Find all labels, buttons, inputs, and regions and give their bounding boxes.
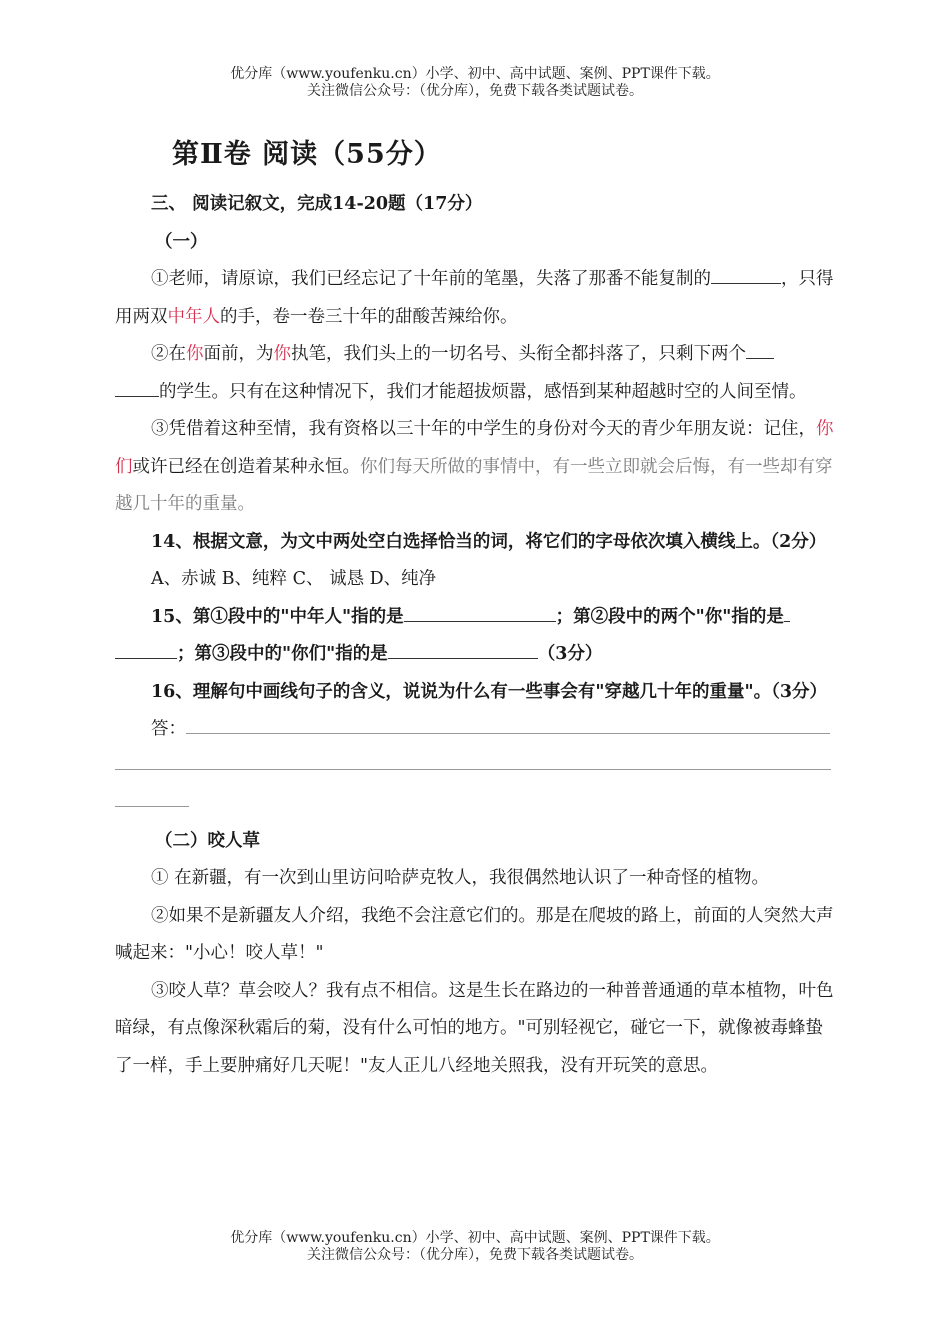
answer-blank-15b[interactable] [784,603,790,622]
paragraph-3: ③凭借着这种至情，我有资格以三十年的中学生的身份对今天的青少年朋友说：记住，你们或许已经在创造着某种永恒。你们每天所做的事情中，有一些立即就会后悔，有一些却有穿越几十年的重量。 [115,419,834,514]
question-16: 16、理解句中画线句子的含义，说说为什么有一些事会有"穿越几十年的重量"。（3分） [151,681,828,702]
header-line-2: 关注微信公众号：（优分库），免费下载各类试题试卷。 [307,83,643,99]
page-footer [0,1230,950,1264]
part2-label: （二）咬人草 [155,830,260,851]
question-14-options: A、赤诚 B、纯粹 C、 诚恳 D、纯净 [151,569,437,589]
highlight-you-plural: 你们 [115,419,834,477]
reading-content [115,186,835,1085]
highlight-middle-aged: 中年人 [167,306,220,327]
question-14: 14、根据文意，为文中两处空白选择恰当的词，将它们的字母依次填入横线上。（2分） [151,531,827,552]
passage2-paragraph-1: ① 在新疆，有一次到山里访问哈萨克牧人，我很偶然地认识了一种奇怪的植物。 [151,868,770,888]
section-heading: 三、 阅读记叙文，完成14-20题（17分） [151,194,483,214]
answer-line-1[interactable] [186,716,830,735]
footer-line-1: 优分库（www.youfenku.cn）小学、初中、高中试题、案例、PPT课件下载。 [230,1230,720,1246]
answer-16-row [115,711,835,749]
section-title: 第Ⅱ卷 阅读（55分） [172,139,442,170]
blank-2-cont [115,378,159,397]
answer-line-2[interactable] [115,769,831,770]
answer-line-3-row [115,786,835,823]
passage2-paragraph-2: ②如果不是新疆友人介绍，我绝不会注意它们的。那是在爬坡的路上，前面的人突然大声喊起来："小心！咬人草！" [115,905,834,963]
answer-line-2-row [115,749,835,786]
answer-blank-15b-cont[interactable] [115,641,177,660]
underlined-sentence: 你们每天所做的事情中，有一些立即就会后悔，有一些却有穿越几十年的重量。 [115,456,833,514]
paragraph-2: ②在你面前，为你执笔，我们头上的一切名号、头衔全都抖落了，只剩下两个 的学生。只有在这种情况下，我们才能超拔烦嚣，感悟到某种超越时空的人间至情。 [115,336,835,411]
answer-blank-15c[interactable] [388,641,538,660]
passage2-paragraph-3: ③咬人草？草会咬人？我有点不相信。这是生长在路边的一种普普通通的草本植物，叶色暗绿，有点像深秋霜后的菊，没有什么可怕的地方。"可别轻视它，碰它一下，就像被毒蜂蛰了一样，手上要肿痛好几天呢！"友人正儿八经地关照我，没有开玩笑的意思。 [115,980,834,1076]
page-header [0,66,950,100]
highlight-you-1: 你 [186,344,204,364]
blank-1-cont [773,266,781,285]
footer-line-2: 关注微信公众号：（优分库），免费下载各类试题试卷。 [307,1247,643,1263]
part1-label: （一） [155,231,208,252]
blank-2 [746,341,774,360]
header-line-1: 优分库（www.youfenku.cn）小学、初中、高中试题、案例、PPT课件下载。 [230,66,720,82]
answer-label: 答： [151,719,186,739]
answer-blank-15a[interactable] [404,603,556,622]
blank-1 [711,266,773,285]
paragraph-1: ①老师，请原谅，我们已经忘记了十年前的笔墨，失落了那番不能复制的 ，只得用两双中年人的手，卷一卷三十年的甜酸苦辣给你。 [115,261,835,336]
answer-line-3[interactable] [115,806,189,807]
question-15: 15、第①段中的"中年人"指的是 ；第②段中的两个"你"指的是 ；第③段中的"你们"指的是 （3分） [115,599,835,674]
highlight-you-2: 你 [273,344,291,364]
